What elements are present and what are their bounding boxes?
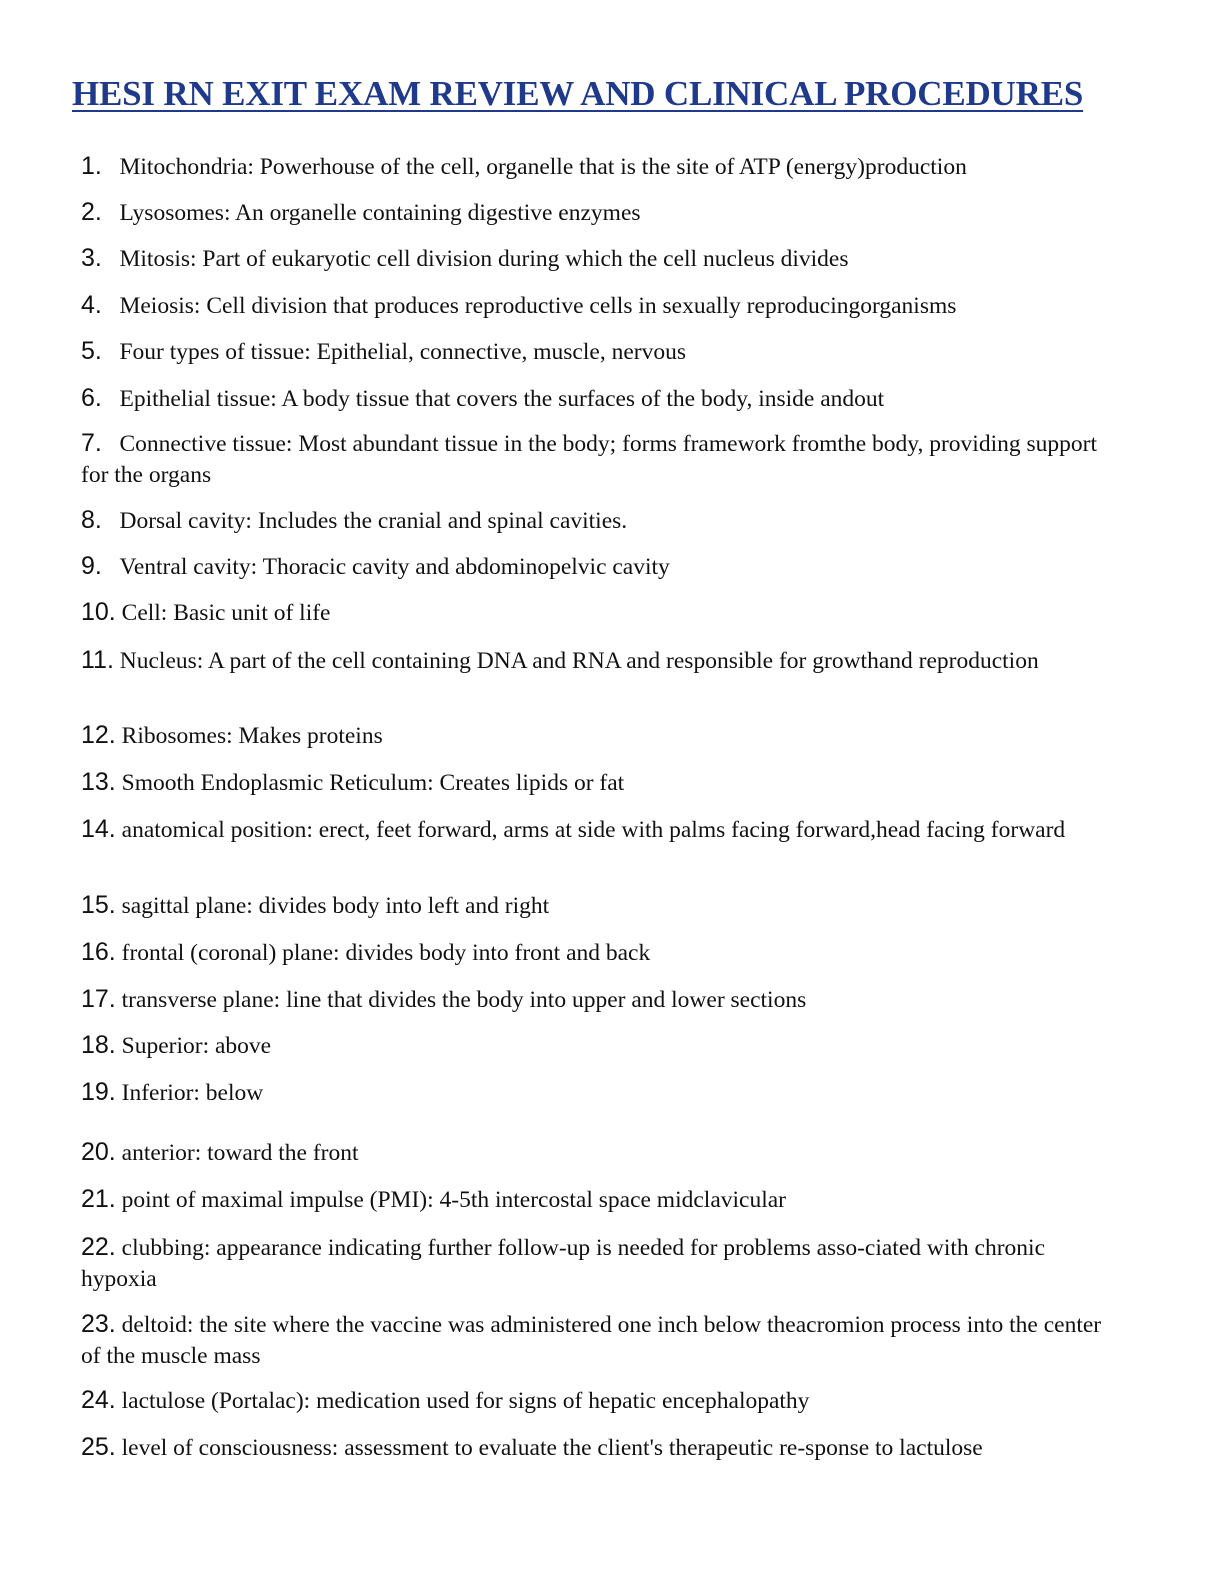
- item-number: 2.: [81, 198, 102, 226]
- item-number: 24.: [81, 1386, 116, 1414]
- item-number: 20.: [81, 1138, 116, 1166]
- item-number: 7.: [81, 429, 102, 457]
- item-text: Inferior: below: [121, 1080, 264, 1106]
- item-text: Cell: Basic unit of life: [121, 600, 331, 626]
- item-text: Mitosis: Part of eukaryotic cell division during which the cell nucleus divides: [119, 246, 849, 272]
- list-item: [81, 720, 1126, 752]
- item-text: lactulose (Portalac): medication used for signs of hepatic encephalopathy: [121, 1388, 810, 1414]
- item-text: Lysosomes: An organelle containing digestive enzymes: [119, 200, 641, 226]
- list-item: [81, 1432, 1126, 1464]
- item-number: 19.: [81, 1078, 116, 1106]
- item-number: 21.: [81, 1185, 116, 1213]
- item-number: 22.: [81, 1233, 116, 1261]
- list-item: [81, 428, 1126, 491]
- list-item: [81, 645, 1126, 677]
- list-item: [81, 290, 1126, 322]
- list-item: [81, 336, 1126, 368]
- item-text: anterior: toward the front: [121, 1140, 359, 1166]
- item-text: sagittal plane: divides body into left and right: [121, 893, 550, 919]
- item-number: 12.: [81, 721, 116, 749]
- list-item: [81, 1309, 1126, 1372]
- document-title: HESI RN EXIT EXAM REVIEW AND CLINICAL PROCEDURES: [72, 74, 1084, 113]
- item-number: 6.: [81, 384, 102, 412]
- item-number: 1.: [81, 152, 102, 180]
- item-number: 15.: [81, 891, 116, 919]
- item-number: 11.: [81, 646, 114, 674]
- list-item: [81, 505, 1126, 537]
- item-text: Meiosis: Cell division that produces reproductive cells in sexually reproducingorganisms: [119, 293, 957, 319]
- list-item: [81, 937, 1126, 969]
- list-item: [81, 767, 1126, 799]
- item-number: 17.: [81, 985, 116, 1013]
- list-item: [81, 1077, 1126, 1109]
- item-number: 9.: [81, 552, 102, 580]
- item-text: Superior: above: [121, 1033, 272, 1059]
- item-number: 16.: [81, 938, 116, 966]
- list-item: [81, 197, 1126, 229]
- item-text: transverse plane: line that divides the body into upper and lower sections: [121, 987, 807, 1013]
- item-text: clubbing: appearance indicating further follow-up is needed for problems asso-ciated with chronic hypoxia: [81, 1235, 1046, 1292]
- item-text: Mitochondria: Powerhouse of the cell, organelle that is the site of ATP (energy)production: [119, 154, 967, 180]
- item-text: deltoid: the site where the vaccine was administered one inch below theacromion process into the center of the muscle mass: [81, 1312, 1102, 1369]
- list-item: [81, 243, 1126, 275]
- item-number: 18.: [81, 1031, 116, 1059]
- list-item: [81, 1385, 1126, 1417]
- item-text: Dorsal cavity: Includes the cranial and spinal cavities.: [119, 508, 628, 534]
- item-text: Four types of tissue: Epithelial, connective, muscle, nervous: [119, 339, 686, 365]
- list-item: [81, 597, 1126, 629]
- item-text: level of consciousness: assessment to evaluate the client's therapeutic re-sponse to lactulose: [121, 1435, 983, 1461]
- item-number: 25.: [81, 1433, 116, 1461]
- item-text: Nucleus: A part of the cell containing DNA and RNA and responsible for growthand reproduction: [119, 648, 1039, 674]
- list-item: [81, 890, 1126, 922]
- list-item: [81, 151, 1126, 183]
- item-text: Ribosomes: Makes proteins: [121, 723, 383, 749]
- item-text: Epithelial tissue: A body tissue that covers the surfaces of the body, inside andout: [119, 386, 885, 412]
- list-item: [81, 383, 1126, 415]
- item-text: point of maximal impulse (PMI): 4-5th intercostal space midclavicular: [121, 1187, 786, 1213]
- item-number: 23.: [81, 1310, 116, 1338]
- item-number: 8.: [81, 506, 102, 534]
- item-number: 5.: [81, 337, 102, 365]
- item-text: frontal (coronal) plane: divides body into front and back: [121, 940, 651, 966]
- item-text: anatomical position: erect, feet forward, arms at side with palms facing forward,head facing forward: [121, 817, 1066, 843]
- item-number: 14.: [81, 815, 116, 843]
- item-text: Connective tissue: Most abundant tissue in the body; forms framework fromthe body, providing support for the organs: [81, 431, 1097, 488]
- list-item: [81, 814, 1126, 846]
- item-text: Smooth Endoplasmic Reticulum: Creates lipids or fat: [121, 770, 625, 796]
- item-number: 4.: [81, 291, 102, 319]
- list-item: [81, 1030, 1126, 1062]
- list-item: [81, 1232, 1126, 1295]
- item-text: Ventral cavity: Thoracic cavity and abdominopelvic cavity: [119, 554, 670, 580]
- list-item: [81, 1184, 1126, 1216]
- list-item: [81, 984, 1126, 1016]
- item-number: 10.: [81, 598, 116, 626]
- list-item: [81, 1137, 1126, 1169]
- list-item: [81, 551, 1126, 583]
- item-number: 13.: [81, 768, 116, 796]
- item-number: 3.: [81, 244, 102, 272]
